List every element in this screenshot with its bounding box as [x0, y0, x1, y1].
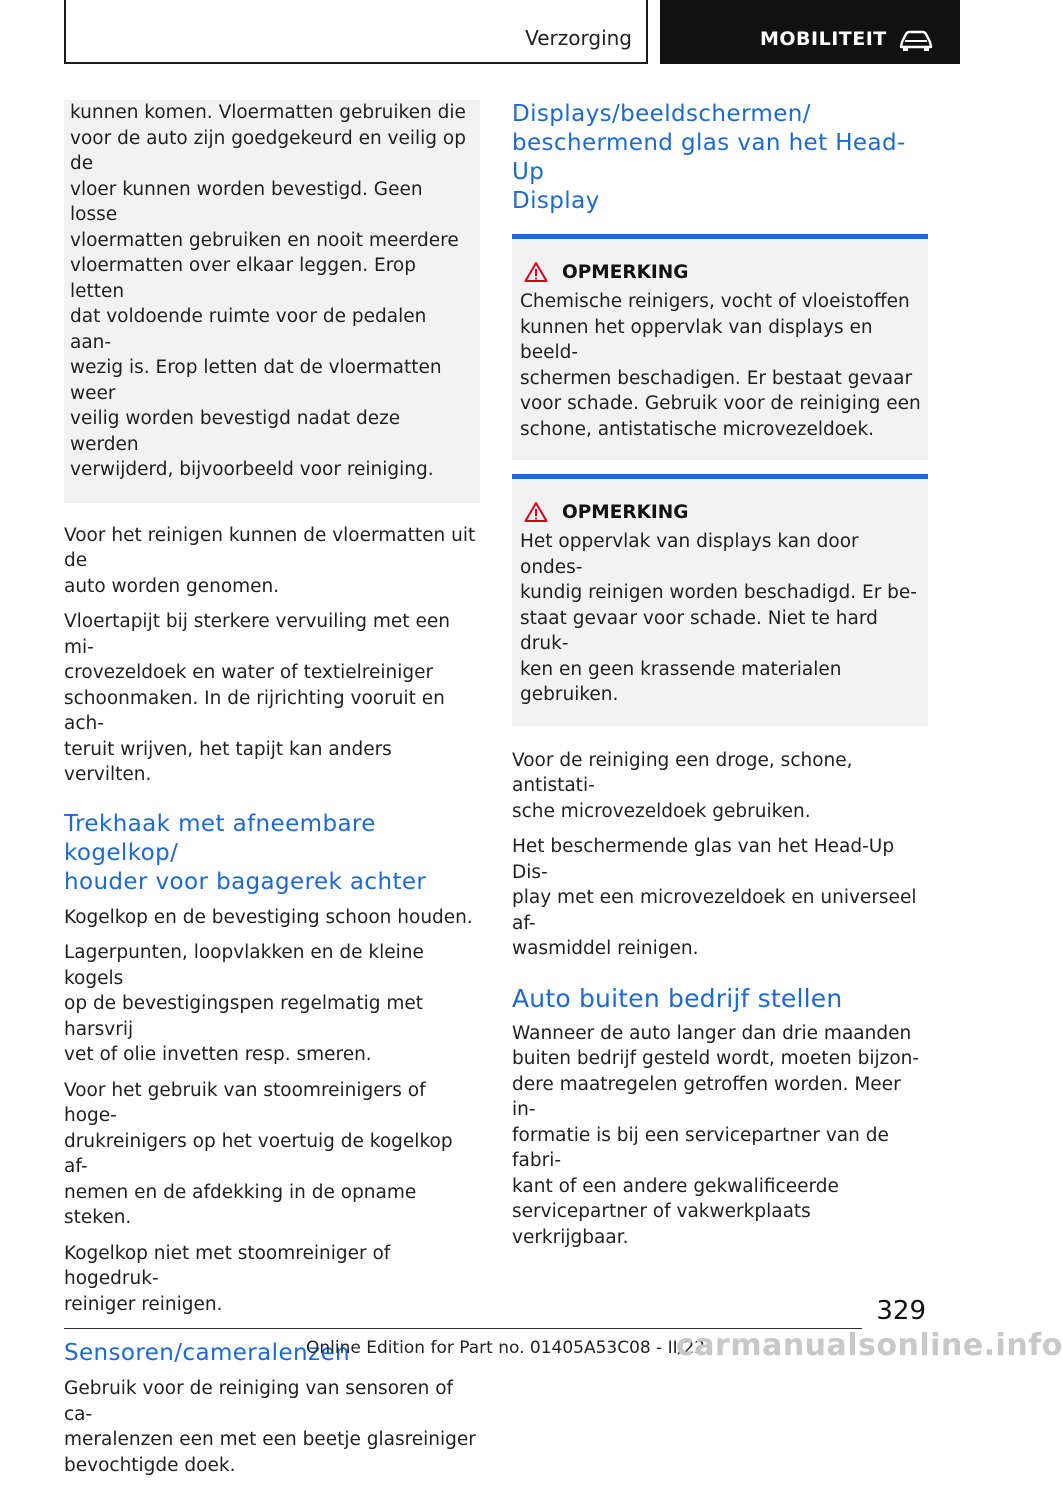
line: kunnen het oppervlak van displays en beeld- — [520, 316, 873, 363]
line: Kogelkop en de bevestiging schoon houden. — [64, 906, 473, 928]
left-column — [64, 100, 480, 1488]
line: Chemische reinigers, vocht of vloeistoffen — [520, 291, 910, 312]
line: Kogelkop niet met stoomreiniger of hogedruk- — [64, 1242, 391, 1289]
header-chapter-box — [660, 0, 960, 64]
car-icon — [898, 28, 934, 52]
notice-title: OPMERKING — [562, 261, 689, 283]
line: wezig is. Erop letten dat de vloermatten weer — [70, 357, 442, 404]
heading-buiten-bedrijf: Auto buiten bedrijf stellen — [512, 983, 843, 1013]
line: formatie is bij een servicepartner van de fabri- — [512, 1124, 889, 1171]
line: dat voldoende ruimte voor de pedalen aan- — [70, 306, 427, 353]
edition-text: Online Edition for Part no. 01405A53C08 - II/22 — [306, 1338, 706, 1358]
line: op de bevestigingspen regelmatig met harsvrij — [64, 993, 424, 1040]
line: auto worden genomen. — [64, 575, 280, 597]
chapter-title: MOBILITEIT — [760, 28, 887, 50]
line: kunnen komen. Vloermatten gebruiken die — [70, 102, 466, 123]
line: vloermatten over elkaar leggen. Erop letten — [70, 255, 416, 302]
vloermatten-warning-box — [64, 100, 480, 503]
notice-header — [520, 501, 922, 523]
line: beschermend glas van het Head-Up — [512, 130, 906, 185]
line: houder voor bagagerek achter — [64, 868, 427, 895]
line: Vloertapijt bij sterkere vervuiling met een mi- — [64, 611, 450, 658]
line: Het oppervlak van displays kan door ondes- — [520, 531, 859, 578]
warning-triangle-icon — [524, 501, 548, 523]
notice-box — [512, 234, 928, 460]
line: vet of olie invetten resp. smeren. — [64, 1044, 372, 1065]
line: voor de auto zijn goedgekeurd en veilig op de — [70, 127, 466, 174]
line: vloer kunnen worden bevestigd. Geen losse — [70, 178, 423, 225]
paragraph — [64, 1078, 480, 1231]
line: kant of een andere gekwalificeerde — [512, 1175, 839, 1197]
notice-text — [520, 289, 922, 442]
line: sche microvezeldoek gebruiken. — [512, 800, 811, 822]
page-number: 329 — [876, 1296, 926, 1326]
section-title: Verzorging — [525, 26, 632, 50]
paragraph — [512, 834, 928, 962]
line: kundig reinigen worden beschadigd. Er be- — [520, 582, 917, 603]
line: staat gevaar voor schade. Niet te hard druk- — [520, 607, 878, 654]
notice-text — [520, 529, 922, 708]
line: play met een microvezeldoek en universeel af- — [512, 887, 917, 934]
header-section-box — [64, 0, 648, 64]
line: Trekhaak met afneembare kogelkop/ — [64, 810, 376, 866]
line: Voor het reinigen kunnen de vloermatten uit de — [64, 524, 476, 571]
line: bevochtigde doek. — [64, 1454, 236, 1476]
notice-title: OPMERKING — [562, 501, 689, 523]
line: Het beschermende glas van het Head-Up Dis- — [512, 836, 895, 883]
line: veilig worden bevestigd nadat deze werden — [70, 408, 401, 455]
heading-displays — [512, 100, 928, 216]
paragraph — [64, 1376, 480, 1478]
line: schermen beschadigen. Er bestaat gevaar — [520, 367, 913, 389]
line: Wanneer de auto langer dan drie maanden — [512, 1022, 912, 1044]
line: dere maatregelen getroffen worden. Meer in- — [512, 1073, 901, 1120]
line: Gebruik voor de reiniging van sensoren of ca- — [64, 1378, 454, 1425]
line: voor schade. Gebruik voor de reiniging een — [520, 393, 921, 414]
line: nemen en de afdekking in de opname steken. — [64, 1181, 417, 1228]
line: schoonmaken. In de rijrichting vooruit en ach- — [64, 687, 445, 734]
right-column — [512, 100, 928, 1260]
paragraph — [64, 523, 480, 600]
line: drukreinigers op het voertuig de kogelkop af- — [64, 1130, 453, 1177]
paragraph — [512, 748, 928, 825]
line: reiniger reinigen. — [64, 1293, 223, 1315]
line: verwijderd, bijvoorbeeld voor reiniging. — [70, 459, 434, 480]
line: Voor de reiniging een droge, schone, antistati- — [512, 749, 853, 796]
warning-triangle-icon — [524, 261, 548, 283]
line: Display — [512, 188, 600, 214]
heading-sensoren: Sensoren/cameralenzen — [64, 1340, 350, 1366]
notice-box — [512, 474, 928, 726]
line: schone, antistatische microvezeldoek. — [520, 418, 875, 440]
line: vloermatten gebruiken en nooit meerdere — [70, 229, 459, 251]
paragraph — [512, 1021, 928, 1251]
line: meralenzen een met een beetje glasreiniger — [64, 1429, 476, 1450]
line: teruit wrijven, het tapijt kan anders vervilten. — [64, 738, 392, 785]
paragraph — [64, 609, 480, 788]
notice-header — [520, 261, 922, 283]
line: Displays/beeldschermen/ — [512, 101, 811, 127]
paragraph — [64, 905, 480, 931]
box-text — [70, 100, 472, 483]
line: servicepartner of vakwerkplaats verkrijgbaar. — [512, 1201, 811, 1248]
watermark: carmanualsonline.info — [676, 1328, 1063, 1363]
line: ken en geen krassende materialen gebruiken. — [520, 658, 842, 705]
heading-trekhaak — [64, 810, 480, 897]
line: Voor het gebruik van stoomreinigers of hoge- — [64, 1079, 426, 1126]
paragraph — [64, 940, 480, 1068]
line: crovezeldoek en water of textielreiniger — [64, 662, 434, 683]
paragraph — [64, 1241, 480, 1318]
line: Lagerpunten, loopvlakken en de kleine kogels — [64, 942, 424, 989]
line: buiten bedrijf gesteld wordt, moeten bijzon- — [512, 1048, 920, 1069]
line: wasmiddel reinigen. — [512, 938, 699, 959]
